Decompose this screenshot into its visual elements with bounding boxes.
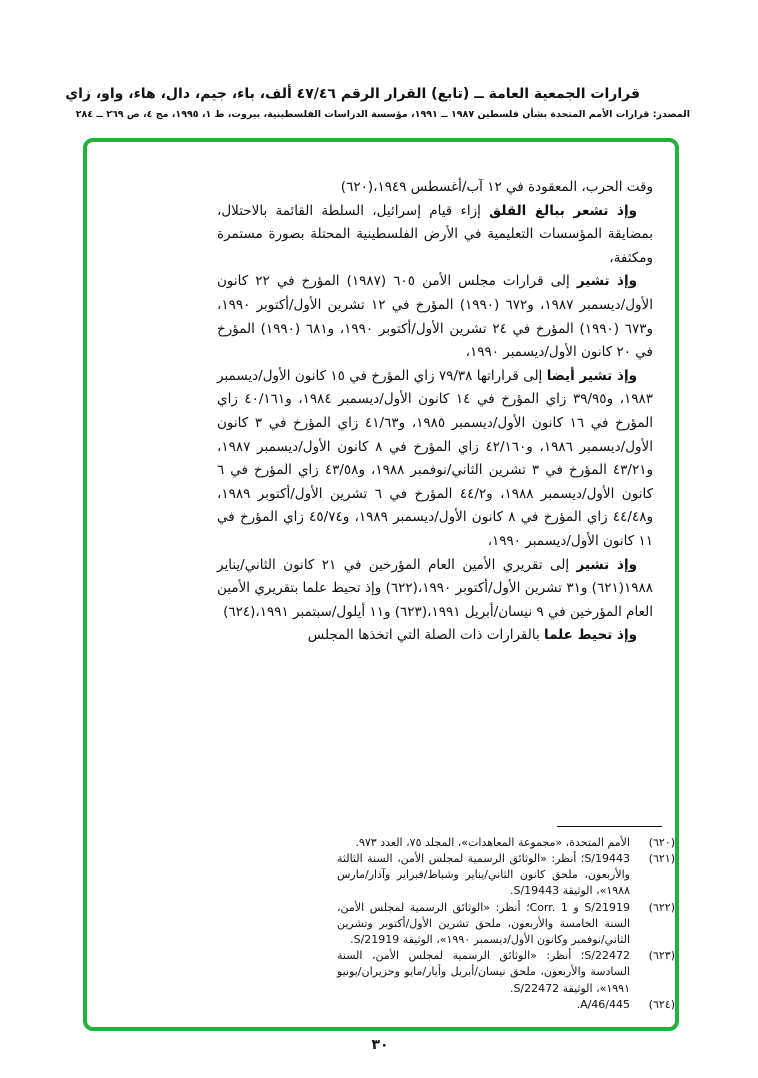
footnote-number: (٦٢٤) <box>648 997 675 1011</box>
page-header-title: قرارات الجمعية العامة ــ (تابع) القرار الرقم ٤٧/٤٦ ألف، باء، جيم، دال، هاء، واو، زاي <box>65 86 640 102</box>
page-header-source: المصدر: قرارات الأمم المتحدة بشأن فلسطين ١٩٨٧ ــ ١٩٩١، مؤسسة الدراسات الفلسطينية، بيروت، ط ١، ١٩٩٥، مج ٤، ص ٢٦٩ ــ ٢٨٤ <box>75 109 690 120</box>
footnote <box>337 997 675 1013</box>
paragraph-lead: وإذ تشير <box>576 273 637 290</box>
footnote <box>337 900 675 949</box>
footnote-text: S/22472؛ أنظر: «الوثائق الرسمية لمجلس الأمن، السنة السادسة والأربعون، ملحق نيسان/أبريل وأيار/مايو وحزيران/يونيو ١٩٩١»، الوثيقة S/22472. <box>337 949 630 995</box>
spacer <box>95 648 653 826</box>
page-header <box>60 84 698 122</box>
paragraph-text: إزاء قيام إسرائيل، السلطة القائمة بالاحتلال، بمضايقة المؤسسات التعليمية في الأرض الفلسطينية المحتلة بصورة مستمرة ومكثفة، <box>217 202 653 266</box>
footnote-number: (٦٢٢) <box>648 900 675 914</box>
green-frame <box>83 138 679 1031</box>
paragraph-text: إلى قراراتها ٧٩/٣٨ زاي المؤرخ في ١٥ كانون الأول/ديسمبر ١٩٨٣، و٣٩/٩٥ زاي المؤرخ في ١٤ كانون الأول/ديسمبر ١٩٨٤، و٤٠/١٦١ زاي المؤرخ في ١٦ كانون الأول/ديسمبر ١٩٨٥، و٤١/٦٣ زاي المؤرخ في ٣ كانون الأول/ديسمبر ١٩٨٦، و٤٢/١٦٠ زاي المؤرخ في ٨ كانون الأول/ديسمبر ١٩٨٧، و٤٣/٢١ المؤرخ في ٣ تشرين الثاني/نوفمبر ١٩٨٨، و٤٣/٥٨ زاي المؤرخ في ٦ كانون الأول/ديسمبر ١٩٨٨، و٤٤/٢ المؤرخ في ٦ تشرين الأول/أكتوبر ١٩٨٩، و٤٤/٤٨ زاي المؤرخ في ٨ كانون الأول/ديسمبر ١٩٨٩، و٤٥/٧٤ زاي المؤرخ في ١١ كانون الأول/ديسمبر ١٩٩٠، <box>217 367 654 549</box>
paragraph <box>217 554 653 625</box>
paragraph-lead: وإذ تشير أيضا <box>546 367 637 384</box>
footnote-number: (٦٢١) <box>648 851 675 865</box>
paragraph-lead: وإذ تشعر ببالغ القلق <box>489 202 638 219</box>
resolution-body <box>217 176 653 648</box>
paragraph <box>217 176 653 200</box>
footnote <box>337 851 675 900</box>
paragraph-text: بالقرارات ذات الصلة التي اتخذها المجلس <box>307 627 545 644</box>
footnote-text: S/21919 و Corr. 1؛ أنظر: «الوثائق الرسمية لمجلس الأمن، السنة الخامسة والأربعون، ملحق تشرين الأول/أكتوبر وتشرين الثاني/نوفمبر وكانون الأول/ديسمبر ١٩٩٠»، الوثيقة S/21919. <box>337 900 630 946</box>
page-number: ٣٠ <box>371 1037 389 1053</box>
footnote-divider <box>557 826 662 827</box>
footnote-number: (٦٢٣) <box>648 949 675 963</box>
footnotes <box>337 835 675 1013</box>
footnote-text: A/46/445. <box>576 997 630 1011</box>
paragraph-text: إلى قرارات مجلس الأمن ٦٠٥ (١٩٨٧) المؤرخ في ٢٢ كانون الأول/ديسمبر ١٩٨٧، و٦٧٢ (١٩٩٠) المؤرخ في ١٢ تشرين الأول/أكتوبر ١٩٩٠، و٦٧٣ (١٩٩٠) المؤرخ في ٢٤ تشرين الأول/أكتوبر ١٩٩٠، و٦٨١ (١٩٩٠) المؤرخ في ٢٠ كانون الأول/ديسمبر ١٩٩٠، <box>217 273 654 361</box>
paragraph <box>217 624 653 648</box>
footnote-number: (٦٢٠) <box>648 835 675 849</box>
footnote <box>337 948 675 997</box>
footnote-text: S/19443؛ أنظر: «الوثائق الرسمية لمجلس الأمن، السنة الثالثة والأربعون، ملحق كانون الثاني/يناير وشباط/فبراير وآذار/مارس ١٩٨٨»، الوثيقة S/19443. <box>337 851 630 898</box>
footnote <box>337 835 675 851</box>
paragraph-text: إلى تقريري الأمين العام المؤرخين في ٢١ كانون الثاني/يناير ١٩٨٨(٦٢١) و٣١ تشرين الأول/أكتوبر ١٩٩٠،(٦٢٢) وإذ تحيط علما بتقريري الأمين العام المؤرخين في ٩ نيسان/أبريل ١٩٩١،(٦٢٣) و١١ أيلول/سبتمبر ١٩٩١،(٦٢٤) <box>217 556 653 620</box>
paragraph <box>217 270 653 364</box>
paragraph-lead: وإذ تشير <box>576 556 637 573</box>
footnote-text: الأمم المتحدة، «مجموعة المعاهدات»، المجلد ٧٥، العدد ٩٧٣. <box>355 835 630 849</box>
paragraph-text: وقت الحرب، المعقودة في ١٢ آب/أغسطس ١٩٤٩،(٦٢٠) <box>340 179 653 195</box>
paragraph <box>217 200 653 271</box>
paragraph-lead: وإذ تحيط علما <box>544 627 637 644</box>
paragraph <box>217 365 653 554</box>
